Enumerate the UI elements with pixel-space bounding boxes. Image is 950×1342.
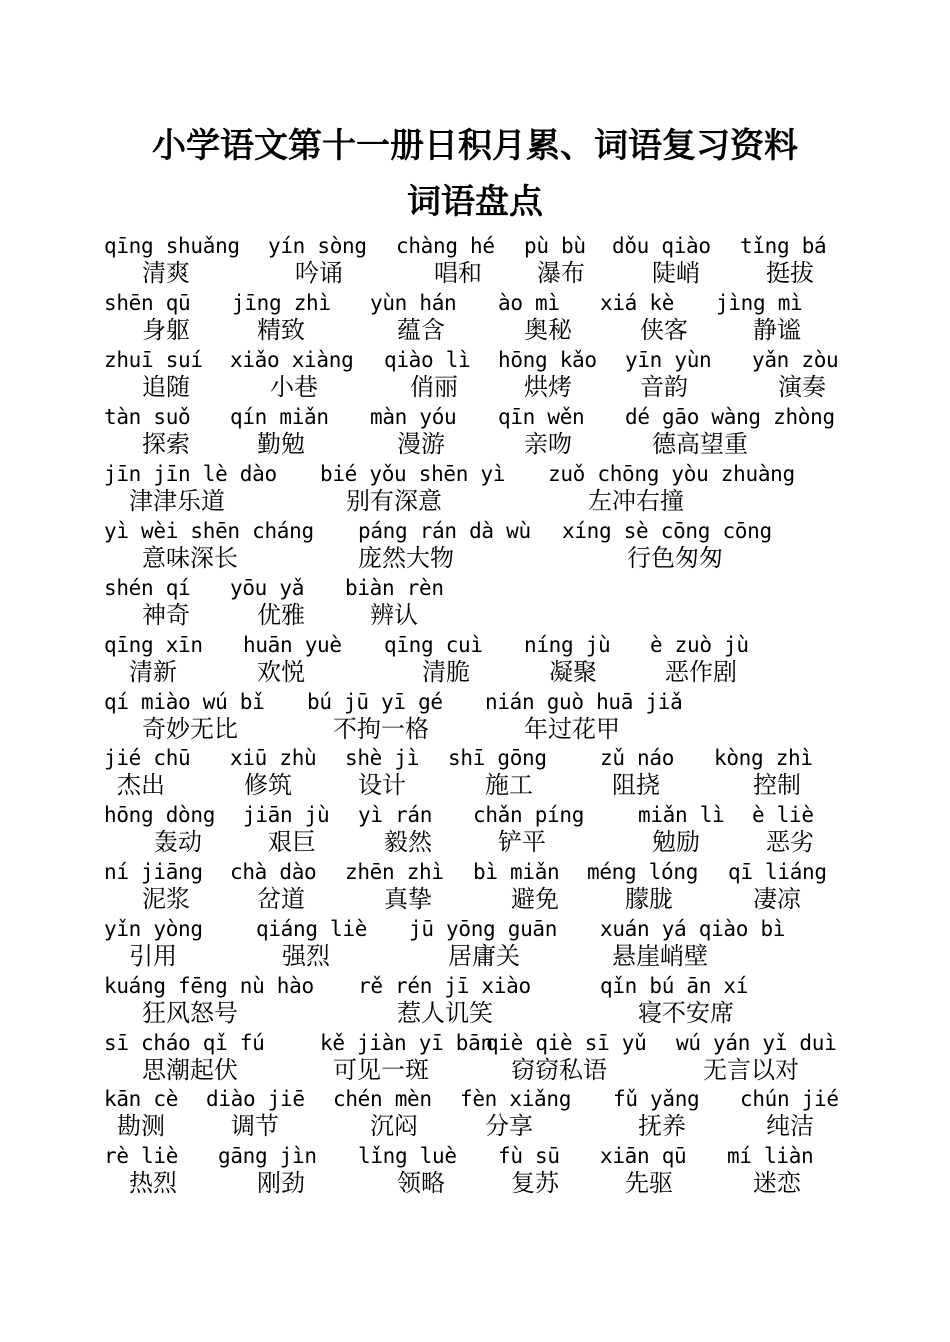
pinyin-text: diào jiē	[206, 1087, 305, 1111]
document-title: 小学语文第十一册日积月累、词语复习资料	[152, 126, 798, 166]
pinyin-text: xiān qū	[600, 1144, 687, 1168]
chinese-word: 追随	[142, 373, 190, 401]
pinyin-text: jiān jù	[243, 803, 330, 827]
pinyin-text: zhuī suí	[104, 348, 203, 372]
pinyin-text: qīng cuì	[384, 633, 483, 657]
pinyin-text: miǎn lì	[638, 803, 725, 827]
chinese-word: 纯洁	[766, 1112, 814, 1140]
chinese-word: 分享	[485, 1112, 533, 1140]
chinese-word: 挺拔	[766, 259, 814, 287]
chinese-word: 吟诵	[295, 259, 343, 287]
pinyin-text: wú yán yǐ duì	[676, 1031, 837, 1055]
chinese-word: 侠客	[640, 316, 688, 344]
chinese-word: 别有深意	[346, 487, 442, 515]
chinese-word: 凄凉	[753, 885, 801, 913]
pinyin-text: yì rán	[358, 803, 433, 827]
pinyin-text: yì wèi shēn cháng	[104, 519, 314, 543]
pinyin-text: tǐng bá	[740, 234, 827, 258]
chinese-word: 身躯	[142, 316, 190, 344]
pinyin-text: yǐn yòng	[104, 917, 203, 941]
chinese-word: 探索	[142, 430, 190, 458]
pinyin-text: qīng shuǎng	[104, 234, 240, 258]
chinese-word: 轰动	[154, 828, 202, 856]
pinyin-text: xiǎo xiàng	[230, 348, 354, 372]
chinese-word: 辨认	[370, 601, 418, 629]
chinese-word: 窃窃私语	[511, 1056, 607, 1084]
chinese-word: 思潮起伏	[142, 1056, 238, 1084]
pinyin-text: xuán yá qiào bì	[600, 917, 786, 941]
chinese-word: 控制	[753, 771, 801, 799]
pinyin-text: chún jié	[740, 1087, 839, 1111]
pinyin-text: sī cháo qǐ fú	[104, 1031, 265, 1055]
pinyin-text: xíng sè cōng cōng	[562, 519, 772, 543]
chinese-word: 精致	[257, 316, 305, 344]
chinese-word: 瀑布	[537, 259, 585, 287]
chinese-word: 泥浆	[142, 885, 190, 913]
pinyin-text: màn yóu	[370, 405, 457, 429]
pinyin-text: qǐn bú ān xí	[600, 974, 749, 998]
chinese-word: 避免	[511, 885, 559, 913]
pinyin-text: biàn rèn	[345, 576, 444, 600]
chinese-word: 强烈	[282, 942, 330, 970]
chinese-word: 德高望重	[652, 430, 748, 458]
pinyin-text: jīn jīn lè dào	[104, 462, 277, 486]
chinese-word: 左冲右撞	[588, 487, 684, 515]
pinyin-text: chàng hé	[396, 234, 495, 258]
pinyin-text: yīn yùn	[625, 348, 712, 372]
chinese-word: 沉闷	[370, 1112, 418, 1140]
chinese-word: 热烈	[129, 1169, 177, 1197]
pinyin-text: lǐng luè	[358, 1144, 457, 1168]
pinyin-text: xiū zhù	[230, 746, 317, 770]
pinyin-text: bì miǎn	[473, 860, 560, 884]
chinese-word: 铲平	[498, 828, 546, 856]
chinese-word: 凝聚	[549, 658, 597, 686]
pinyin-text: qiáng liè	[256, 917, 368, 941]
pinyin-text: fèn xiǎng	[460, 1087, 572, 1111]
pinyin-text: kān cè	[104, 1087, 179, 1111]
pinyin-text: rè liè	[104, 1144, 179, 1168]
pinyin-text: qiè qiè sī yǔ	[486, 1031, 647, 1055]
pinyin-text: shè jì	[345, 746, 420, 770]
chinese-word: 施工	[485, 771, 533, 799]
pinyin-text: zhēn zhì	[345, 860, 444, 884]
pinyin-text: shēn qū	[104, 291, 191, 315]
pinyin-text: qī liáng	[728, 860, 827, 884]
chinese-word: 不拘一格	[333, 715, 429, 743]
pinyin-text: chà dào	[230, 860, 317, 884]
chinese-word: 唱和	[434, 259, 482, 287]
chinese-word: 勤勉	[257, 430, 305, 458]
pinyin-text: jīng zhì	[232, 291, 331, 315]
chinese-word: 毅然	[384, 828, 432, 856]
pinyin-text: jū yōng guān	[409, 917, 558, 941]
pinyin-text: è liè	[752, 803, 814, 827]
pinyin-text: kòng zhì	[714, 746, 813, 770]
chinese-word: 朦胧	[625, 885, 673, 913]
chinese-word: 欢悦	[257, 658, 305, 686]
chinese-word: 奥秘	[524, 316, 572, 344]
pinyin-text: chǎn píng	[473, 803, 585, 827]
chinese-word: 蕴含	[397, 316, 445, 344]
pinyin-text: ào mì	[498, 291, 560, 315]
chinese-word: 音韵	[640, 373, 688, 401]
chinese-word: 神奇	[142, 601, 190, 629]
chinese-word: 刚劲	[257, 1169, 305, 1197]
chinese-word: 俏丽	[410, 373, 458, 401]
chinese-word: 烘烤	[524, 373, 572, 401]
pinyin-text: qīng xīn	[104, 633, 203, 657]
chinese-word: 修筑	[244, 771, 292, 799]
pinyin-text: dǒu qiào	[612, 234, 711, 258]
pinyin-text: chén mèn	[333, 1087, 432, 1111]
pinyin-text: yín sòng	[268, 234, 367, 258]
chinese-word: 亲吻	[524, 430, 572, 458]
pinyin-text: méng lóng	[587, 860, 699, 884]
chinese-word: 抚养	[638, 1112, 686, 1140]
pinyin-text: qīn wěn	[498, 405, 585, 429]
chinese-word: 津津乐道	[129, 487, 225, 515]
pinyin-text: yùn hán	[370, 291, 457, 315]
chinese-word: 可见一斑	[333, 1056, 429, 1084]
pinyin-text: yōu yǎ	[230, 576, 305, 600]
chinese-word: 无言以对	[703, 1056, 799, 1084]
chinese-word: 清爽	[142, 259, 190, 287]
pinyin-text: gāng jìn	[218, 1144, 317, 1168]
pinyin-text: ní jiāng	[104, 860, 203, 884]
pinyin-text: níng jù	[524, 633, 611, 657]
pinyin-text: dé gāo wàng zhòng	[625, 405, 835, 429]
chinese-word: 先驱	[625, 1169, 673, 1197]
pinyin-text: qiào lì	[384, 348, 471, 372]
pinyin-text: huān yuè	[243, 633, 342, 657]
pinyin-text: pù bù	[524, 234, 586, 258]
pinyin-text: yǎn zòu	[752, 348, 839, 372]
chinese-word: 惹人讥笑	[397, 999, 493, 1027]
chinese-word: 陡峭	[652, 259, 700, 287]
chinese-word: 迷恋	[753, 1169, 801, 1197]
pinyin-text: hōng dòng	[104, 803, 216, 827]
pinyin-text: shén qí	[104, 576, 191, 600]
chinese-word: 庞然大物	[358, 544, 454, 572]
pinyin-text: zǔ náo	[600, 746, 675, 770]
pinyin-text: zuǒ chōng yòu zhuàng	[548, 462, 795, 486]
chinese-word: 行色匆匆	[627, 544, 723, 572]
chinese-word: 意味深长	[142, 544, 238, 572]
chinese-word: 恶作剧	[665, 658, 737, 686]
pinyin-text: jié chū	[104, 746, 191, 770]
pinyin-text: shī gōng	[448, 746, 547, 770]
pinyin-text: bié yǒu shēn yì	[320, 462, 506, 486]
chinese-word: 狂风怒号	[142, 999, 238, 1027]
pinyin-text: fǔ yǎng	[613, 1087, 700, 1111]
pinyin-text: mí liàn	[727, 1144, 814, 1168]
chinese-word: 悬崖峭壁	[612, 942, 708, 970]
chinese-word: 复苏	[511, 1169, 559, 1197]
chinese-word: 奇妙无比	[142, 715, 238, 743]
chinese-word: 小巷	[270, 373, 318, 401]
section-title: 词语盘点	[407, 182, 543, 222]
pinyin-text: bú jū yī gé	[307, 690, 443, 714]
pinyin-text: qí miào wú bǐ	[104, 690, 265, 714]
pinyin-text: xiá kè	[600, 291, 675, 315]
chinese-word: 岔道	[257, 885, 305, 913]
chinese-word: 静谧	[753, 316, 801, 344]
chinese-word: 演奏	[778, 373, 826, 401]
chinese-word: 勉励	[652, 828, 700, 856]
chinese-word: 引用	[129, 942, 177, 970]
pinyin-text: hōng kǎo	[498, 348, 597, 372]
chinese-word: 优雅	[257, 601, 305, 629]
chinese-word: 清脆	[422, 658, 470, 686]
pinyin-text: kě jiàn yī bān	[320, 1031, 493, 1055]
pinyin-text: qín miǎn	[230, 405, 329, 429]
chinese-word: 寝不安席	[638, 999, 734, 1027]
pinyin-text: fù sū	[498, 1144, 560, 1168]
chinese-word: 居庸关	[448, 942, 520, 970]
pinyin-text: è zuò jù	[650, 633, 749, 657]
chinese-word: 清新	[129, 658, 177, 686]
chinese-word: 阻挠	[612, 771, 660, 799]
pinyin-text: tàn suǒ	[104, 405, 191, 429]
chinese-word: 领略	[397, 1169, 445, 1197]
pinyin-text: nián guò huā jiǎ	[485, 690, 683, 714]
chinese-word: 年过花甲	[524, 715, 620, 743]
pinyin-text: rě rén jī xiào	[358, 974, 531, 998]
chinese-word: 真挚	[384, 885, 432, 913]
chinese-word: 恶劣	[766, 828, 814, 856]
pinyin-text: kuáng fēng nù hào	[104, 974, 314, 998]
chinese-word: 漫游	[397, 430, 445, 458]
pinyin-text: jìng mì	[716, 291, 803, 315]
pinyin-text: páng rán dà wù	[358, 519, 531, 543]
chinese-word: 杰出	[117, 771, 165, 799]
chinese-word: 调节	[231, 1112, 279, 1140]
chinese-word: 艰巨	[268, 828, 316, 856]
chinese-word: 设计	[358, 771, 406, 799]
chinese-word: 勘测	[117, 1112, 165, 1140]
